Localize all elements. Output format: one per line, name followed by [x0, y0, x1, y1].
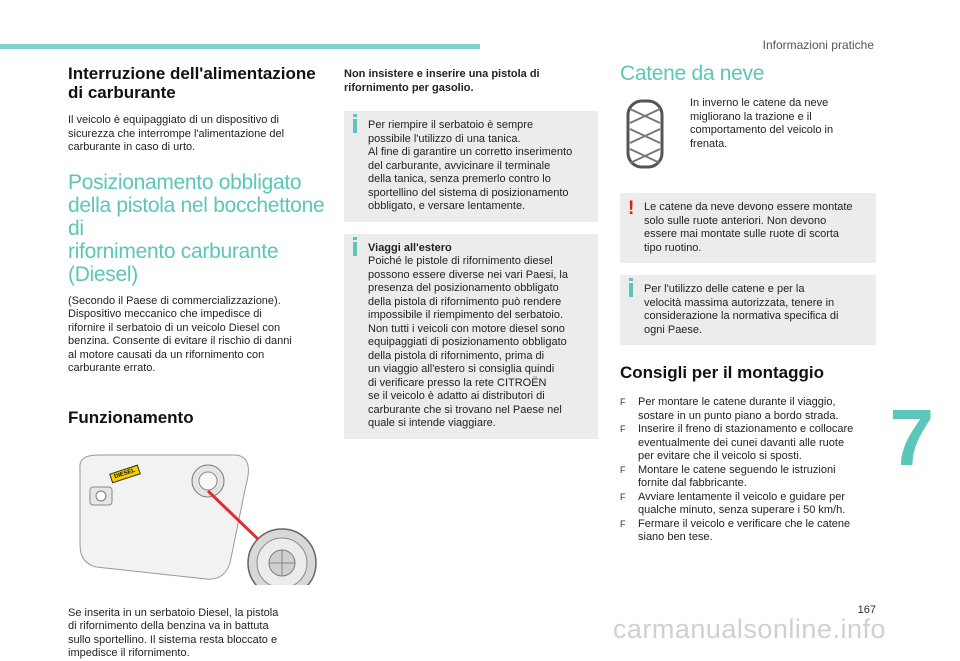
filler-cap-illustration-graphic [68, 445, 330, 585]
info-box-jerrycan [344, 111, 598, 222]
heading-snow-chains: Catene da neve [620, 62, 765, 85]
heading-operation: Funzionamento [68, 407, 194, 427]
warning-front-wheels-text: Le catene da neve devono essere montate solo sulle ruote anteriori. Non devono essere mai montate sulle ruote di scorta tipo ruotino. [644, 201, 853, 254]
snow-chains-intro [620, 97, 876, 181]
step-bullet-icon: F [620, 424, 626, 434]
page-number: 167 [857, 604, 876, 616]
header-accent-bar [0, 44, 480, 49]
step-bullet-icon: F [620, 464, 626, 475]
info-abroad-text: Poiché le pistole di rifornimento diesel possono essere diverse nei vari Paesi, la presenza del posizionamento obbligato della pistola di rifornimento può rendere impossibile il riempimento del serbatoio. Non tutti i veicoli con motore diesel sono equipaggiati di posizionamento obbligato della pistola di rifornimento, prima di un viaggio all'estero si consiglia quindi di verificare presso la rete CITROËN se il veicolo è adatto ai distributori di carburante che si trovano nel Paese nel quale si intende viaggiare. [368, 255, 568, 429]
step-bullet-icon: F [620, 518, 626, 529]
chapter-number: 7 [889, 393, 934, 482]
watermark: carmanualsonline.info [612, 614, 886, 644]
warning-box-front-wheels [620, 193, 876, 263]
step-text: Fermare il veicolo e verificare che le catene siano ben tese. [638, 517, 851, 543]
list-item [620, 491, 876, 518]
step-bullet-icon: F [620, 491, 626, 502]
step-text: Per montare le catene durante il viaggio, sostare in un punto piano a bordo strada. [638, 396, 839, 422]
heading-misfuel-device: Posizionamento obbligato della pistola nel bocchettone di rifornimento carburante (Diesel) [68, 170, 325, 286]
heading-fitting-advice: Consigli per il montaggio [620, 363, 824, 382]
operation-text: Se inserita in un serbatoio Diesel, la pistola di rifornimento della benzina va in battuta sullo sportellino. Il sistema resta bloccato e impedisce il rifornimento. [68, 606, 279, 659]
list-item [620, 396, 876, 423]
diesel-label: DIESEL [109, 464, 140, 483]
info-box-regulations [620, 275, 876, 345]
list-item [620, 464, 876, 491]
column-left [68, 64, 330, 661]
heading-fuel-cutoff: Interruzione dell'alimentazione di carburante [68, 64, 316, 102]
step-text: Montare le catene seguendo le istruzioni fornite dal fabbricante. [638, 463, 836, 489]
section-name: Informazioni pratiche [762, 38, 874, 52]
info-regulations-text: Per l'utilizzo delle catene e per la velocità massima autorizzata, tenere in considerazione la normativa specifica di ogni Paese. [644, 283, 839, 336]
info-abroad-title: Viaggi all'estero [368, 241, 452, 254]
fuel-cutoff-text: Il veicolo è equipaggiato di un dispositivo di sicurezza che interrompe l'alimentazione del carburante in caso di urto. [68, 114, 285, 153]
info-box-abroad [344, 234, 598, 439]
diesel-filler-illustration [68, 445, 330, 585]
step-text: Inserire il freno di stazionamento e collocare eventualmente dei cunei davanti alle ruote per evitare che il veicolo si sposti. [638, 423, 854, 462]
step-text: Avviare lentamente il veicolo e guidare per qualche minuto, senza superare i 50 km/h. [638, 490, 846, 516]
insist-warning-text: Non insistere e inserire una pistola di rifornimento per gasolio. [344, 68, 540, 94]
list-item [620, 423, 876, 464]
info-icon [353, 119, 357, 133]
warning-exclamation-icon: ! [628, 198, 635, 219]
column-middle [344, 68, 598, 439]
info-icon [629, 283, 633, 297]
info-jerrycan-text: Per riempire il serbatoio è sempre possibile l'utilizzo di una tanica. Al fine di garantire un corretto inserimento del carburante, avvicinare il terminale della tanica, senza premerlo contro lo sportellino del sistema di posizionamento obbligato, e versare lentamente. [368, 119, 573, 212]
fitting-steps-list [620, 396, 876, 545]
info-icon [353, 242, 357, 256]
snow-chain-icon [622, 99, 668, 169]
step-bullet-icon: F [620, 397, 626, 407]
snow-chains-intro-text: In inverno le catene da neve migliorano la trazione e il comportamento del veicolo in frenata. [690, 97, 834, 150]
column-right [620, 62, 876, 545]
list-item [620, 518, 876, 545]
misfuel-device-text: (Secondo il Paese di commercializzazione). Dispositivo meccanico che impedisce di rifornire il serbatoio di un veicolo Diesel con benzina. Consente di evitare il rischio di danni al motore causati da un rifornimento con carburante errato. [68, 294, 292, 374]
